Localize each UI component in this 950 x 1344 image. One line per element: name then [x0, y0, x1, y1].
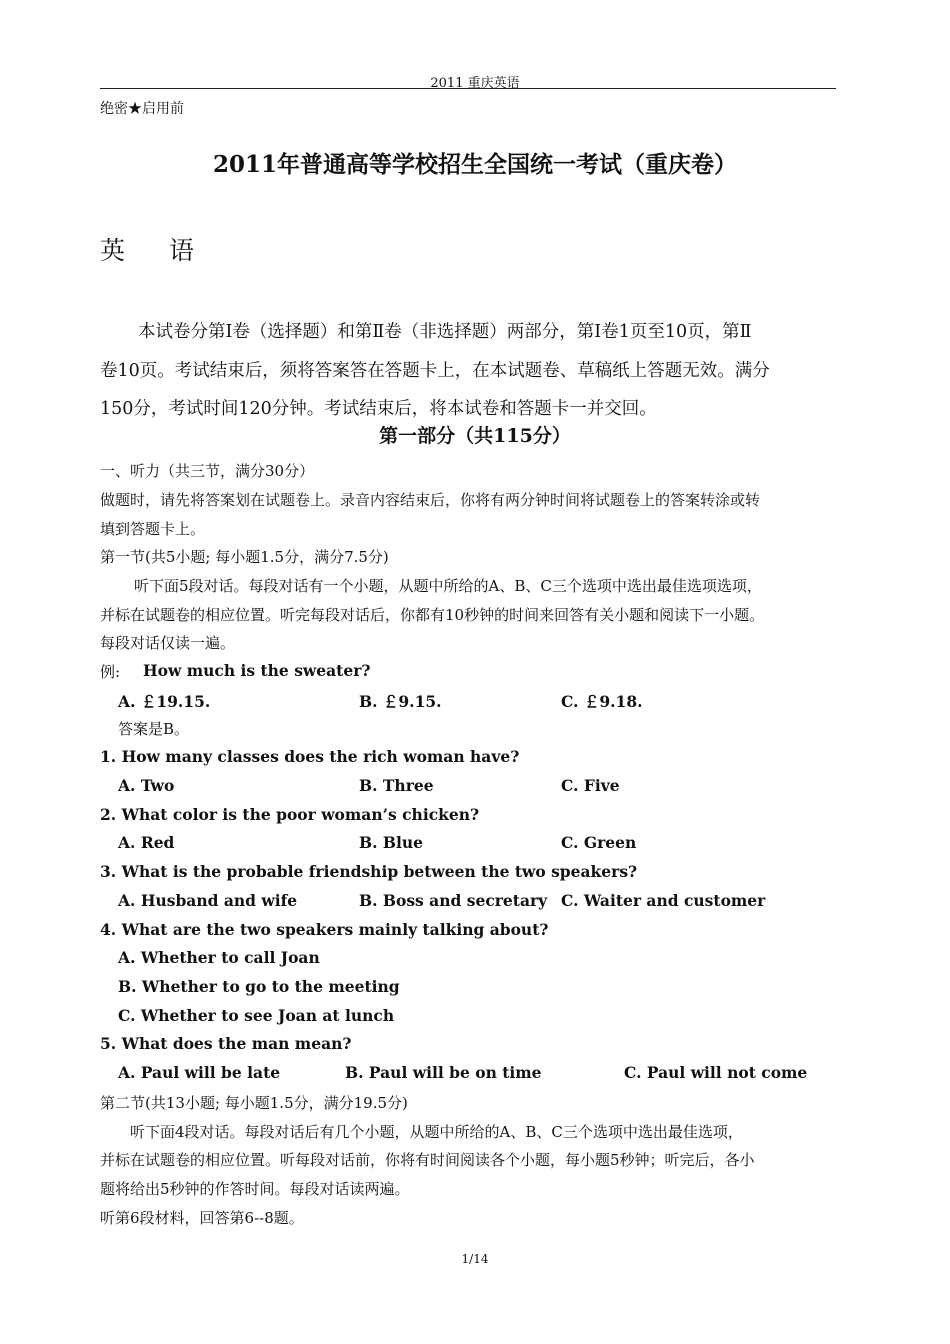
intro-paragraph	[100, 313, 838, 429]
q2-option-a: A. Red	[118, 833, 175, 852]
q4-option-b: B. Whether to go to the meeting	[118, 977, 400, 996]
part-one-heading: 第一部分（共115分）	[379, 425, 571, 447]
q2-option-c: C. Green	[561, 833, 637, 852]
section1-paragraph: 听下面5段对话。每段对话有一个小题，从题中所给的A、B、C三个选项中选出最佳选项选项，	[134, 577, 762, 595]
example-answer: 答案是B。	[118, 720, 190, 738]
question-5: 5. What does the man mean?	[100, 1034, 352, 1053]
example-prefix: 例:	[100, 663, 121, 681]
subject-char-1: 英	[100, 236, 126, 265]
q3-option-a: A. Husband and wife	[118, 891, 298, 910]
q3-option-c: C. Waiter and customer	[561, 891, 766, 910]
confidential-mark: 绝密★启用前	[100, 101, 184, 117]
q5-option-a: A. Paul will be late	[118, 1063, 281, 1082]
header-rule	[100, 88, 836, 89]
q1-option-c: C. Five	[561, 776, 620, 795]
page-number: 1/14	[461, 1252, 489, 1266]
section2-paragraph: 并标在试题卷的相应位置。听每段对话前，你将有时间阅读各个小题，每小题5秒钟；听完后，各小	[100, 1151, 755, 1169]
question-4: 4. What are the two speakers mainly talking about?	[100, 920, 549, 939]
running-header: 2011 重庆英语	[430, 76, 520, 91]
intro-line: 150分，考试时间120分钟。考试结束后，将本试卷和答题卡一并交回。	[100, 399, 657, 419]
q1-option-a: A. Two	[118, 776, 175, 795]
example-option-b: B. ￡9.15.	[359, 692, 442, 711]
section2-paragraph: 题将给出5秒钟的作答时间。每段对话读两遍。	[100, 1180, 410, 1198]
section1-paragraph: 并标在试题卷的相应位置。听完每段对话后，你都有10秒钟的时间来回答有关小题和阅读下一小题。	[100, 606, 765, 624]
example-question: How much is the sweater?	[143, 661, 371, 680]
subject-char-2: 语	[169, 236, 195, 265]
section1-heading: 第一节(共5小题; 每小题1.5分，满分7.5分)	[100, 548, 389, 566]
q5-option-c: C. Paul will not come	[624, 1063, 808, 1082]
question-3: 3. What is the probable friendship between the two speakers?	[100, 862, 638, 881]
q3-option-b: B. Boss and secretary	[359, 891, 548, 910]
exam-title: 2011年普通高等学校招生全国统一考试（重庆卷）	[212, 151, 737, 178]
subject-title	[100, 231, 194, 267]
question-2: 2. What color is the poor woman’s chicken?	[100, 805, 480, 824]
intro-line: 卷10页。考试结束后，须将答案答在答题卡上，在本试题卷、草稿纸上答题无效。满分	[100, 360, 770, 381]
intro-line: 本试卷分第Ⅰ卷（选择题）和第Ⅱ卷（非选择题）两部分，第Ⅰ卷1页至10页，第Ⅱ	[138, 322, 752, 342]
q4-option-a: A. Whether to call Joan	[118, 948, 320, 967]
example-option-c: C. ￡9.18.	[561, 692, 643, 711]
section2-material: 听第6段材料，回答第6--8题。	[100, 1209, 304, 1227]
q1-option-b: B. Three	[359, 776, 434, 795]
q2-option-b: B. Blue	[359, 833, 424, 852]
listening-instruction: 做题时，请先将答案划在试题卷上。录音内容结束后，你将有两分钟时间将试题卷上的答案转涂或转	[100, 491, 761, 509]
section1-paragraph: 每段对话仅读一遍。	[100, 634, 236, 652]
listening-instruction: 填到答题卡上。	[100, 520, 206, 538]
q4-option-c: C. Whether to see Joan at lunch	[118, 1006, 395, 1025]
listening-heading: 一、听力（共三节，满分30分）	[100, 462, 315, 480]
example-option-a: A. ￡19.15.	[118, 692, 211, 711]
q5-option-b: B. Paul will be on time	[345, 1063, 542, 1082]
question-1: 1. How many classes does the rich woman have?	[100, 747, 520, 766]
section2-heading: 第二节(共13小题; 每小题1.5分，满分19.5分)	[100, 1094, 408, 1112]
section2-paragraph: 听下面4段对话。每段对话后有几个小题，从题中所给的A、B、C三个选项中选出最佳选项，	[130, 1123, 743, 1141]
